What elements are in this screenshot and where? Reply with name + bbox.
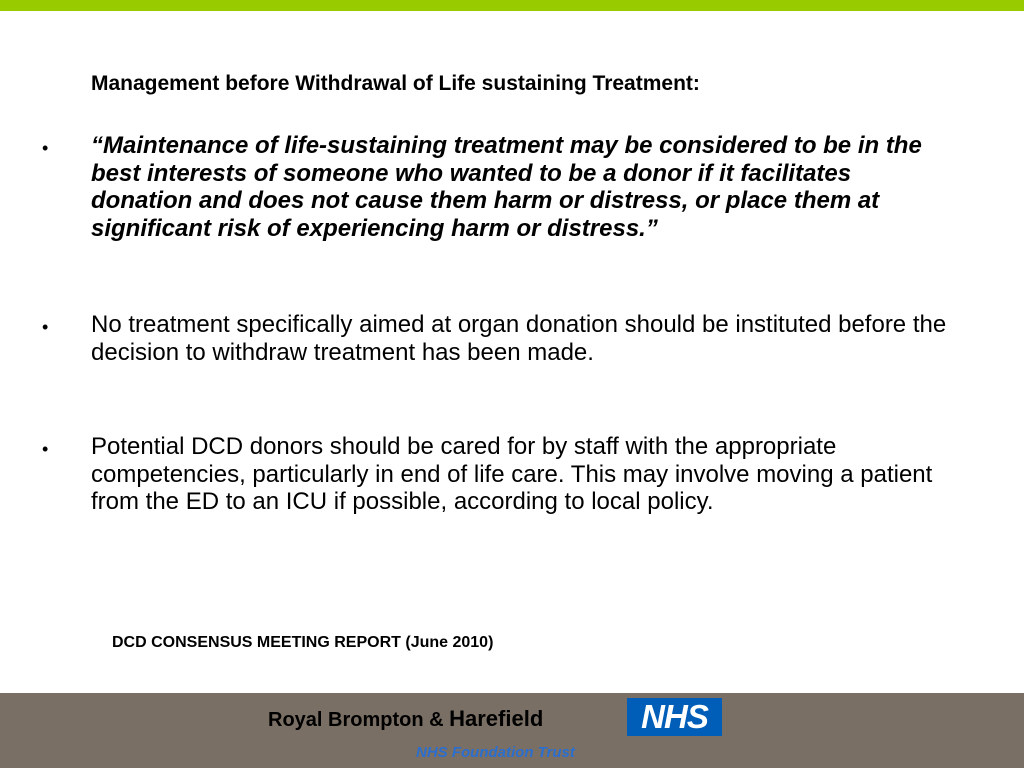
organisation-name-part1: Royal Brompton & (268, 709, 450, 731)
citation: DCD CONSENSUS MEETING REPORT (June 2010) (112, 634, 494, 651)
bullet-text: Potential DCD donors should be cared for by staff with the appropriate competencies, particularly in end of life care. This may involve moving a patient from the ED to an ICU if possible, according to local policy. (91, 433, 933, 515)
bullet-symbol: • (42, 317, 49, 337)
footer-band (0, 693, 1024, 768)
bullet-symbol: • (42, 138, 49, 158)
organisation-name (268, 706, 543, 732)
organisation-name-part2: Harefield (449, 706, 544, 731)
slide-heading: Management before Withdrawal of Life sustaining Treatment: (91, 72, 700, 95)
bullet-symbol: • (42, 439, 49, 459)
nhs-logo: NHS (627, 698, 722, 736)
top-accent-bar (0, 0, 1024, 11)
trust-label: NHS Foundation Trust (416, 744, 575, 761)
bullet-quote-text: “Maintenance of life-sustaining treatment may be considered to be in the best interests of someone who wanted to be a donor if it facilitates donation and does not cause them harm or distress, or place them at significant risk of experiencing harm or distress.” (91, 132, 922, 242)
bullet-text: No treatment specifically aimed at organ donation should be instituted before the decision to withdraw treatment has been made. (91, 311, 947, 366)
